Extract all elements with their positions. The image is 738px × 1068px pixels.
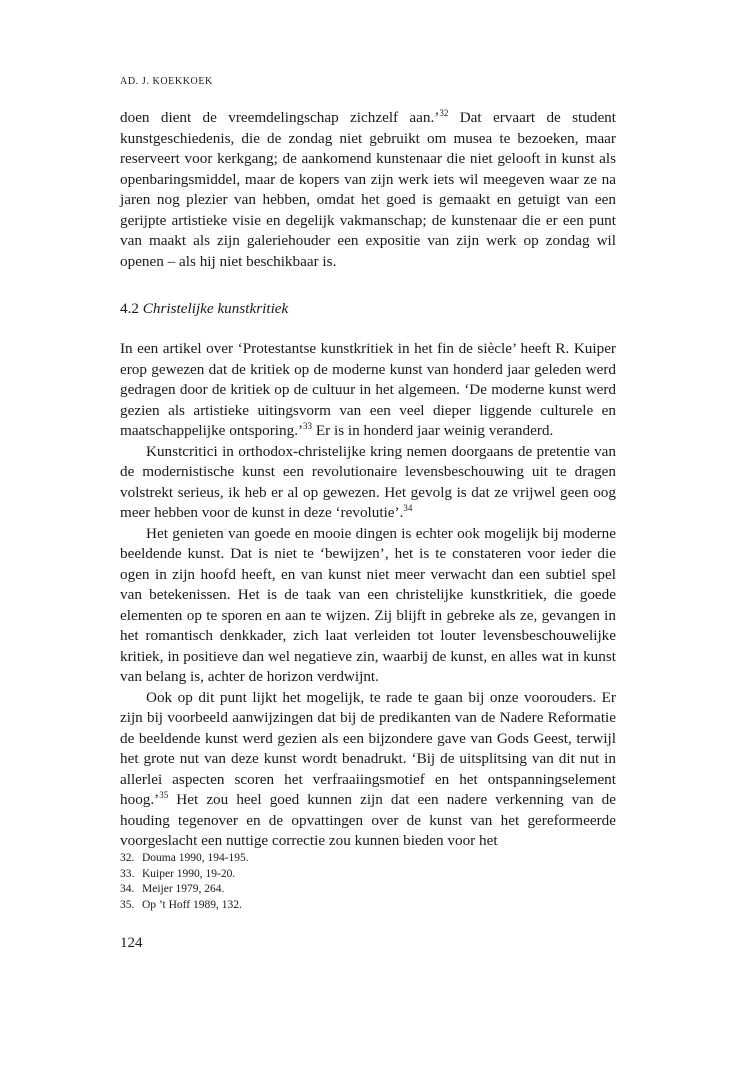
section-body bbox=[120, 339, 616, 852]
footnote-number: 35. bbox=[120, 898, 135, 911]
footnote-number: 33. bbox=[120, 867, 135, 880]
paragraph-4-text-b: Het zou heel goed kunnen zijn dat een nadere verkenning van de houding tegenover en de opvattingen over de kunst van het gereformeerde voorgeslacht een nuttige correctie zou kunnen bieden voor het bbox=[120, 791, 616, 849]
paragraph-1-text-a: In een artikel over ‘Protestantse kunstkritiek in het fin de siècle’ heeft R. Kuiper erop gewezen dat de kritiek op de moderne kunst van honderd jaar geleden werd gedragen door de kritiek op de cultuur in het algemeen. ‘De moderne kunst werd gezien als artistieke uitingsvorm van een veel dieper liggende culturele en maatschappelijke ontsporing.’ bbox=[120, 340, 616, 439]
paragraph-2-text-a: Kunstcritici in orthodox-christelijke kring nemen doorgaans de pretentie van de modernistische kunst een revolutionaire levensbeschouwing uit te dragen volstrekt serieus, ik heb er al op gewezen. Het gevolg is dat ze vrijwel geen oog meer hebben voor de kunst in deze ‘revolutie’. bbox=[120, 442, 616, 521]
paragraph-3-text: Het genieten van goede en mooie dingen is echter ook mogelijk bij moderne beeldende kunst. Dat is niet te ‘bewijzen’, het is te constateren voor ieder die ogen in zijn hoofd heeft, en van kunst niet meer verwacht dan een subtiel spel van betekenissen. Het is de taak van een christelijke kunstkritiek, die goede elementen op te sporen en aan te wijzen. Zij blijft in gebreke als ze, gevangen in het romantisch denkkader, zich laat verleiden tot louter levensbeschouwelijke kritiek, in positieve dan wel negatieve zin, waarbij de kunst, en alles wat in kunst van belang is, achter de horizon verdwijnt. bbox=[120, 524, 616, 685]
paragraph-1-text-b: Er is in honderd jaar weinig veranderd. bbox=[312, 422, 554, 439]
footnote-34 bbox=[120, 882, 249, 898]
footnote-ref-32: 32 bbox=[439, 107, 449, 118]
paragraph-4-text-a: Ook op dit punt lijkt het mogelijk, te rade te gaan bij onze voorouders. Er zijn bij voorbeeld aanwijzingen dat bij de predikanten van de Nadere Reformatie de beeldende kunst werd gezien als een bijzondere gave van Gods Geest, terwijl het grote nut van deze kunst wordt benadrukt. ‘Bij de uitsplitsing van dit nut in allerlei aspecten scoren het verfraaiingsmotief en het ontspanningselement hoog.’ bbox=[120, 688, 616, 808]
footnote-33 bbox=[120, 867, 249, 883]
intro-paragraph bbox=[120, 108, 616, 272]
section-heading bbox=[120, 300, 288, 318]
footnote-text: Kuiper 1990, 19-20. bbox=[142, 867, 236, 880]
footnote-text: Douma 1990, 194-195. bbox=[142, 852, 249, 864]
section-title: Christelijke kunstkritiek bbox=[142, 300, 289, 317]
paragraph-3 bbox=[120, 524, 616, 688]
paragraph-1 bbox=[120, 339, 616, 442]
footnote-ref-33: 33 bbox=[303, 420, 313, 431]
footnotes bbox=[120, 851, 249, 913]
paragraph-4 bbox=[120, 688, 616, 852]
footnote-number: 32. bbox=[120, 852, 135, 864]
intro-paragraph-block bbox=[120, 108, 616, 272]
footnote-text: Op ’t Hoff 1989, 132. bbox=[142, 898, 242, 911]
running-head: AD. J. KOEKKOEK bbox=[120, 76, 213, 87]
footnote-32 bbox=[120, 851, 249, 867]
footnote-text: Meijer 1979, 264. bbox=[142, 883, 225, 895]
intro-text-b: Dat ervaart de student kunstgeschiedenis, die de zondag niet gebruikt om musea te bezoeken, maar reserveert voor kerkgang; de aankomend kunstenaar die niet gelooft in kunst als openbaringsmiddel, maar de kopers van zijn werk iets wil meegeven waar ze na jaren nog plezier van hebben, omdat het goed is gemaakt en getuigt van een gerijpte artistieke visie en degelijk vakmanschap; de kunstenaar die er een punt van maakt als zijn galeriehouder een expositie van zijn werk op zondag wil openen – als hij niet beschikbaar is. bbox=[120, 109, 616, 270]
footnote-ref-35: 35 bbox=[159, 789, 169, 800]
footnote-number: 34. bbox=[120, 883, 135, 895]
paragraph-2 bbox=[120, 442, 616, 524]
footnote-ref-34: 34 bbox=[403, 502, 413, 513]
intro-text-a: doen dient de vreemdelingschap zichzelf aan.’ bbox=[120, 109, 440, 126]
section-number: 4.2 bbox=[120, 300, 139, 317]
footnote-35 bbox=[120, 898, 249, 914]
page-number: 124 bbox=[120, 935, 143, 951]
